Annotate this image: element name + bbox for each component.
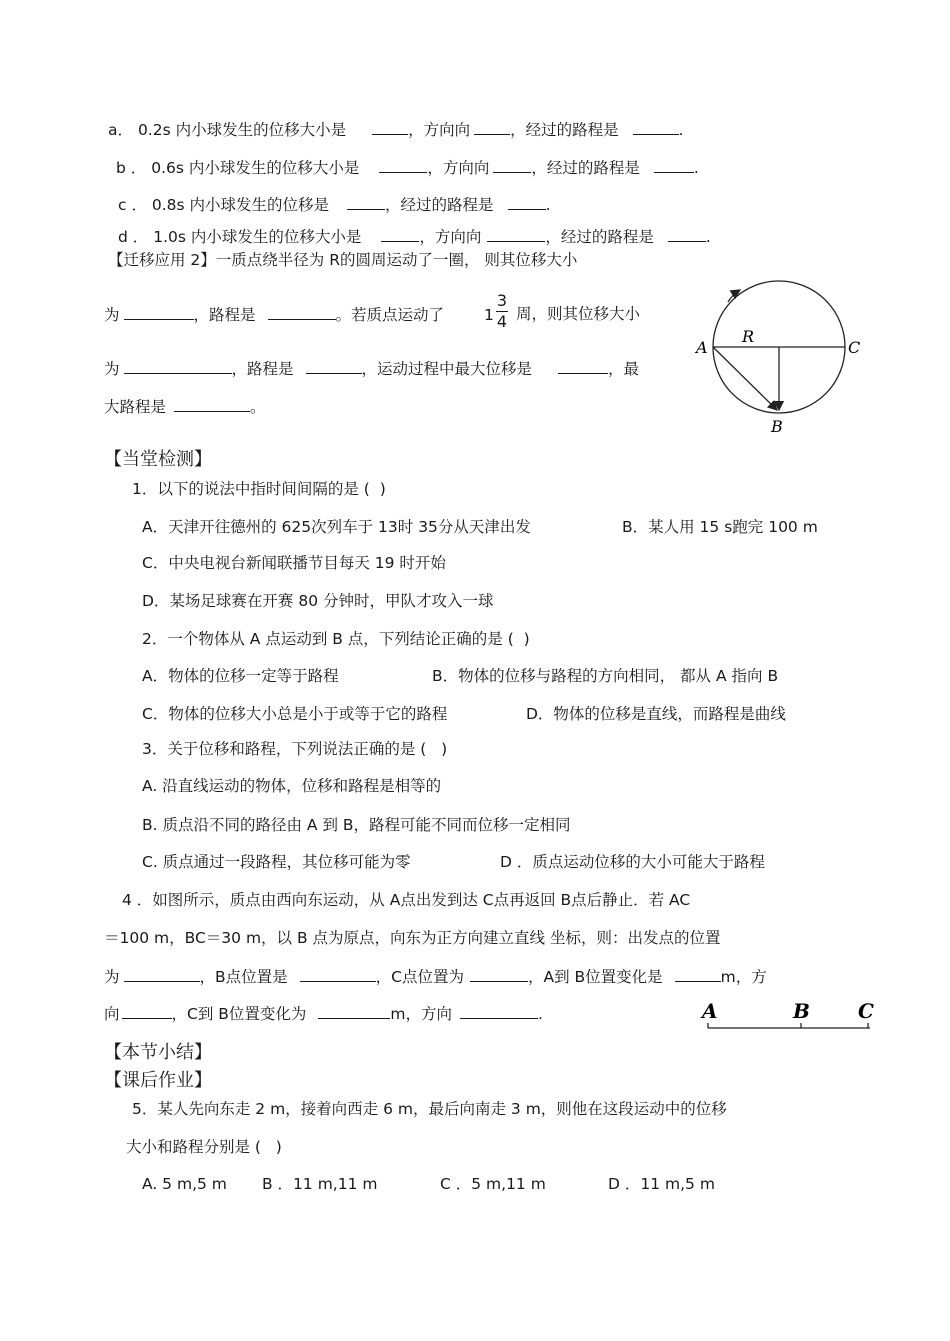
answer-blank[interactable] bbox=[124, 358, 232, 374]
point-a-label: A bbox=[696, 338, 708, 357]
text: m，方向 bbox=[390, 1005, 453, 1023]
answer-blank[interactable] bbox=[306, 358, 362, 374]
answer-blank[interactable] bbox=[668, 226, 706, 242]
item-text: 1.0s 内小球发生的位移大小是 bbox=[153, 228, 362, 246]
answer-blank[interactable] bbox=[318, 1003, 390, 1019]
section-homework-heading: 【课后作业】 bbox=[104, 1070, 212, 1091]
fraction-numerator: 3 bbox=[496, 291, 508, 310]
item-text: . bbox=[705, 228, 711, 246]
text: 。若质点运动了 bbox=[335, 306, 445, 324]
circle-diagram bbox=[690, 270, 880, 440]
item-text: . bbox=[678, 121, 684, 139]
transfer-line-1: 【迁移应用 2】一质点绕半径为 R的圆周运动了一圈， 则其位移大小 bbox=[108, 251, 578, 269]
answer-blank[interactable] bbox=[268, 304, 336, 320]
answer-blank[interactable] bbox=[487, 226, 545, 242]
answer-blank[interactable] bbox=[493, 157, 531, 173]
text: ，C点位置为 bbox=[375, 968, 464, 986]
q4-line-4 bbox=[104, 1003, 543, 1024]
item-text: ，经过的路程是 bbox=[385, 196, 494, 214]
answer-blank[interactable] bbox=[300, 966, 376, 982]
line-diagram bbox=[696, 994, 886, 1034]
text: 为 bbox=[104, 968, 120, 986]
answer-blank[interactable] bbox=[174, 396, 250, 412]
answer-blank[interactable] bbox=[124, 966, 200, 982]
item-text: 0.8s 内小球发生的位移是 bbox=[151, 196, 330, 214]
q3-option-a[interactable]: A. 沿直线运动的物体，位移和路程是相等的 bbox=[142, 777, 442, 795]
answer-blank[interactable] bbox=[124, 304, 194, 320]
item-text: ，方向向 bbox=[408, 121, 471, 139]
item-text: 0.6s 内小球发生的位移大小是 bbox=[151, 159, 360, 177]
item-d bbox=[118, 226, 711, 247]
q3-option-b[interactable]: B. 质点沿不同的路径由 A 到 B，路程可能不同而位移一定相同 bbox=[142, 816, 571, 834]
q5-line-1: 5．某人先向东走 2 m，接着向西走 6 m，最后向南走 3 m，则他在这段运动中的位移 bbox=[132, 1100, 727, 1118]
point-c-label: C bbox=[848, 338, 861, 357]
q2-option-b[interactable]: B．物体的位移与路程的方向相同， 都从 A 指向 B bbox=[432, 667, 779, 685]
q5-option-a[interactable]: A. 5 m,5 m bbox=[142, 1175, 227, 1193]
transfer-line-4 bbox=[104, 396, 266, 417]
text: ，路程是 bbox=[193, 306, 256, 324]
q5-line-2: 大小和路程分别是 ( ) bbox=[126, 1138, 282, 1156]
q1-option-d[interactable]: D．某场足球赛在开赛 80 分钟时，甲队才攻入一球 bbox=[142, 592, 494, 610]
answer-blank[interactable] bbox=[675, 966, 721, 982]
item-label: c ． bbox=[118, 196, 147, 214]
answer-blank[interactable] bbox=[347, 194, 385, 210]
text: ，A到 B位置变化是 bbox=[527, 968, 663, 986]
item-b bbox=[116, 157, 699, 178]
text: ，C到 B位置变化为 bbox=[171, 1005, 307, 1023]
q3-stem: 3．关于位移和路程，下列说法正确的是 ( ) bbox=[142, 740, 448, 758]
q2-option-d[interactable]: D．物体的位移是直线，而路程是曲线 bbox=[526, 705, 786, 723]
answer-blank[interactable] bbox=[474, 119, 510, 135]
text: m，方 bbox=[720, 968, 767, 986]
answer-blank[interactable] bbox=[558, 358, 608, 374]
item-c bbox=[118, 194, 551, 215]
q4-line-2: ＝100 m，BC＝30 m，以 B 点为原点，向东为正方向建立直线 坐标，则：出发点的位置 bbox=[104, 929, 721, 947]
q1-stem: 1．以下的说法中指时间间隔的是 ( ) bbox=[132, 480, 386, 498]
item-label: a． bbox=[108, 121, 133, 139]
q2-option-a[interactable]: A．物体的位移一定等于路程 bbox=[142, 667, 339, 685]
text: ，运动过程中最大位移是 bbox=[361, 360, 533, 378]
text: 。 bbox=[250, 398, 266, 416]
answer-blank[interactable] bbox=[379, 157, 427, 173]
text: ，路程是 bbox=[231, 360, 294, 378]
item-label: b ． bbox=[116, 159, 147, 177]
radius-label: R bbox=[742, 327, 755, 346]
q2-option-c[interactable]: C．物体的位移大小总是小于或等于它的路程 bbox=[142, 705, 448, 723]
q5-option-b[interactable]: B ．11 m,11 m bbox=[262, 1175, 378, 1193]
answer-blank[interactable] bbox=[508, 194, 546, 210]
displacement-arrow bbox=[713, 347, 777, 410]
text: 为 bbox=[104, 360, 120, 378]
point-b-label: B bbox=[793, 999, 810, 1023]
text: ，最 bbox=[608, 360, 640, 378]
q4-line-1: 4 ．如图所示，质点由西向东运动，从 A点出发到达 C点再返回 B点后静止．若 AC bbox=[122, 891, 691, 909]
q1-option-c[interactable]: C．中央电视台新闻联播节目每天 19 时开始 bbox=[142, 554, 446, 572]
answer-blank[interactable] bbox=[460, 1003, 538, 1019]
answer-blank[interactable] bbox=[381, 226, 419, 242]
item-text: . bbox=[693, 159, 699, 177]
section-summary-heading: 【本节小结】 bbox=[104, 1042, 212, 1063]
answer-blank[interactable] bbox=[470, 966, 528, 982]
fraction-three-quarters bbox=[496, 292, 508, 331]
transfer-line-3 bbox=[104, 358, 639, 379]
fraction-whole: 1 bbox=[484, 306, 494, 324]
q5-option-c[interactable]: C ．5 m,11 m bbox=[440, 1175, 546, 1193]
transfer-line-2-tail: 周，则其位移大小 bbox=[516, 305, 641, 323]
text: . bbox=[538, 1005, 543, 1023]
item-text: ，方向向 bbox=[419, 228, 482, 246]
q4-line-3 bbox=[104, 966, 767, 987]
text: 向 bbox=[104, 1005, 120, 1023]
text: 为 bbox=[104, 306, 120, 324]
fraction-denominator: 4 bbox=[496, 312, 508, 331]
item-text: ，经过的路程是 bbox=[531, 159, 640, 177]
point-a-label: A bbox=[702, 999, 718, 1023]
text: 大路程是 bbox=[104, 398, 167, 416]
transfer-line-2 bbox=[104, 304, 444, 325]
item-text: . bbox=[545, 196, 551, 214]
item-label: d ． bbox=[118, 228, 149, 246]
q2-stem: 2．一个物体从 A 点运动到 B 点，下列结论正确的是 ( ) bbox=[142, 630, 530, 648]
item-a bbox=[108, 119, 684, 140]
answer-blank[interactable] bbox=[633, 119, 679, 135]
point-c-label: C bbox=[858, 999, 874, 1023]
q3-option-c[interactable]: C. 质点通过一段路程，其位移可能为零 bbox=[142, 853, 411, 871]
q1-option-b[interactable]: B．某人用 15 s跑完 100 m bbox=[622, 518, 818, 536]
answer-blank[interactable] bbox=[122, 1003, 172, 1019]
item-text: ，经过的路程是 bbox=[545, 228, 654, 246]
q5-option-d[interactable]: D ．11 m,5 m bbox=[608, 1175, 715, 1193]
q1-option-a[interactable]: A．天津开往德州的 625次列车于 13时 35分从天津出发 bbox=[142, 518, 531, 536]
q3-option-d[interactable]: D ．质点运动位移的大小可能大于路程 bbox=[500, 853, 765, 871]
point-b-label: B bbox=[771, 417, 783, 436]
direction-arrow bbox=[728, 290, 740, 302]
item-text: ，经过的路程是 bbox=[510, 121, 619, 139]
text: ，B点位置是 bbox=[199, 968, 288, 986]
item-text: 0.2s 内小球发生的位移大小是 bbox=[137, 121, 347, 139]
item-text: ，方向向 bbox=[427, 159, 490, 177]
answer-blank[interactable] bbox=[654, 157, 694, 173]
section-test-heading: 【当堂检测】 bbox=[104, 449, 212, 470]
answer-blank[interactable] bbox=[372, 119, 408, 135]
